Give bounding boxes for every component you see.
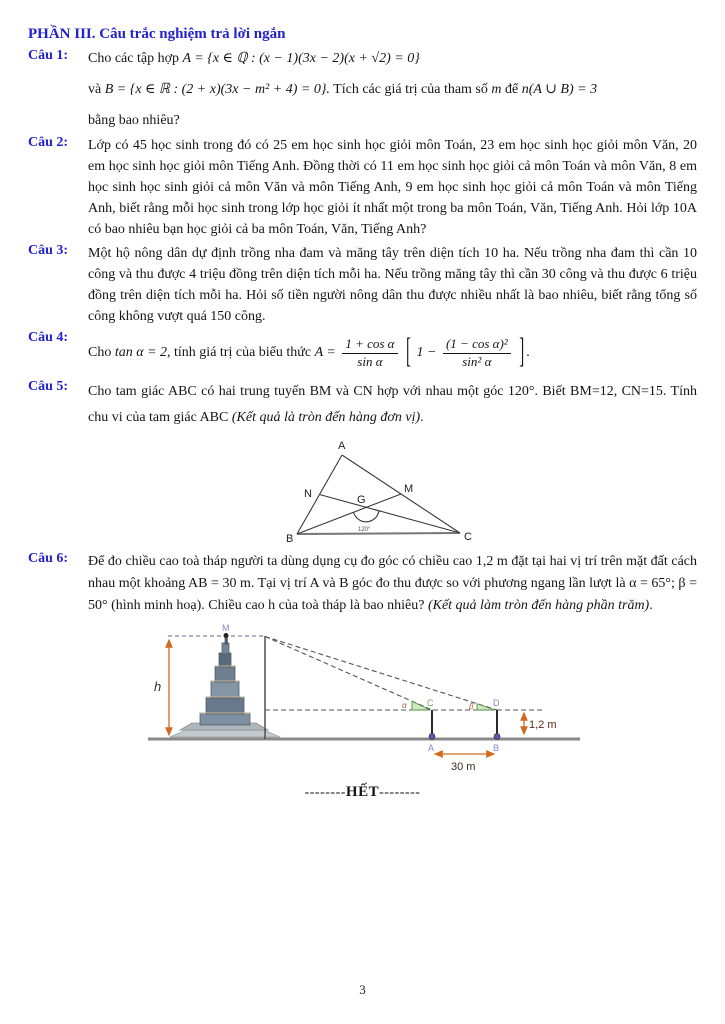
- label-D: D: [493, 698, 500, 709]
- label-C: C: [427, 698, 434, 709]
- tower-figure: [140, 623, 697, 775]
- question-1-label: Câu 1:: [28, 48, 69, 63]
- fraction-1: $\frac{\text{1 + cos α}}{\text{sin α}}$: [342, 336, 397, 370]
- end-of-exam-line: --------HẾT--------: [304, 784, 421, 801]
- sightline-DM: [265, 637, 497, 711]
- label-30-m: 30 m: [451, 761, 476, 774]
- point-B-dot: [494, 734, 500, 740]
- question-1-line-2: và B = {x ∈ ℝ : (2 + x)(3x − m² + 4) = 0}. Tích các giá trị của tham số m để n(A ∪ B) = 3: [88, 82, 598, 97]
- question-4: [28, 330, 697, 376]
- label-B: B: [493, 743, 500, 754]
- section-heading: PHẦN III. Câu trắc nghiệm trả lời ngắn: [28, 26, 286, 42]
- question-2-label: Câu 2:: [28, 135, 69, 150]
- vertex-label-C: C: [464, 531, 472, 544]
- angle-arc: [354, 511, 380, 522]
- question-3-label: Câu 3:: [28, 243, 69, 258]
- midpoint-label-N: N: [304, 488, 312, 501]
- angle-label: 120°: [358, 527, 371, 534]
- label-alpha: α: [402, 701, 407, 711]
- question-5-body: Cho tam giác ABC có hai trung tuyến BM và CN hợp với nhau một góc 120°. Biết BM=12, CN=15. Tính chu vi của tam giác ABC (Kết quả là tròn đến hàng đơn vị).: [88, 384, 697, 426]
- page-number: 3: [359, 982, 366, 997]
- label-beta: β: [469, 702, 474, 712]
- label-h: h: [154, 679, 162, 695]
- question-6-label: Câu 6:: [28, 551, 69, 567]
- close-bracket: ]: [519, 334, 525, 372]
- question-1-body: [88, 48, 697, 132]
- median-CN: [320, 495, 461, 534]
- question-5-label: Câu 5:: [28, 379, 69, 395]
- vertex-label-A: A: [338, 440, 346, 453]
- sightline-CM: [265, 637, 432, 711]
- question-4-body: Cho tan α = 2, tính giá trị của biểu thức A = $\frac{\text{1 + cos α}}{\text{sin α}}$ [ 1 − $\frac{\text{(1 − cos α)²}}{\text{sin² α}}$ ] .: [88, 330, 697, 376]
- question-1: [28, 48, 697, 132]
- median-BM: [297, 494, 401, 534]
- top-point-M: [224, 633, 229, 638]
- question-1-line-3: bằng bao nhiêu?: [88, 113, 180, 128]
- vertex-label-B: B: [286, 533, 294, 546]
- centroid-label-G: G: [357, 494, 366, 507]
- question-6-body: Để đo chiều cao toà tháp người ta dùng dụng cụ đo góc có chiều cao 1,2 m đặt tại hai vị trí trên mặt đất cách nhau một khoảng AB = 30 m. Tại vị trí A và B góc đo thu được so với phương ngang lần lượt là α = 65°; β = 50° (hình minh hoạ). Chiều cao h của toà tháp là bao nhiêu? (Kết quả làm tròn đến hàng phần trăm).: [88, 554, 697, 614]
- midpoint-label-M: M: [404, 483, 414, 496]
- fraction-2: $\frac{\text{(1 − cos α)²}}{\text{sin² α}}$: [443, 336, 511, 370]
- open-bracket: [: [406, 334, 412, 372]
- question-3-body: Một hộ nông dân dự định trồng nha đam và măng tây trên diện tích 10 ha. Nếu trồng nha đam thì cần 10 công và thu được 4 triệu đồng trên diện tích mỗi ha. Nếu trồng măng tây thì cần 30 công và thu được 6 triệu đồng trên diện tích mỗi ha. Hỏi số tiền người nông dân thu được nhiều nhất là bao nhiêu, biết rằng tổng số công không vượt quá 150 công.: [88, 246, 697, 324]
- question-6: [28, 551, 697, 617]
- label-1-2-m: 1,2 m: [529, 719, 557, 732]
- point-A-dot: [429, 734, 435, 740]
- exam-content: [28, 26, 697, 802]
- triangle-figure: [262, 435, 697, 547]
- question-1-line-1: Cho các tập hợp A = {x ∈ ℚ : (x − 1)(3x − 2)(x + √2) = 0}: [88, 51, 420, 66]
- question-2-body: Lớp có 45 học sinh trong đó có 25 em học sinh học giỏi môn Toán, 23 em học sinh học giỏi môn Văn, 20 em học sinh học giỏi môn Tiếng Anh. Đồng thời có 11 em học sinh học giỏi cả môn Toán và môn Văn, 8 em học sinh học sinh giỏi cả môn Văn và môn Tiếng Anh, 9 em học sinh học giỏi cả môn Toán và môn Tiếng Anh, biết rằng mỗi học sinh trong lớp học giỏi ít nhất một trong ba môn Toán, Văn, Tiếng Anh. Hỏi lớp 10A có bao nhiêu bạn học giỏi cả ba môn Toán, Văn, Tiếng Anh?: [88, 138, 697, 237]
- question-4-label: Câu 4:: [28, 330, 69, 345]
- question-2: [28, 135, 697, 240]
- question-3: [28, 243, 697, 327]
- question-5: [28, 379, 697, 431]
- label-M: M: [222, 623, 230, 634]
- label-A: A: [428, 743, 435, 754]
- triangle-side-BC: [297, 533, 460, 534]
- formula-lhs: A =: [314, 345, 336, 361]
- end-word: HẾT: [345, 784, 380, 801]
- tower-illustration: [200, 635, 250, 725]
